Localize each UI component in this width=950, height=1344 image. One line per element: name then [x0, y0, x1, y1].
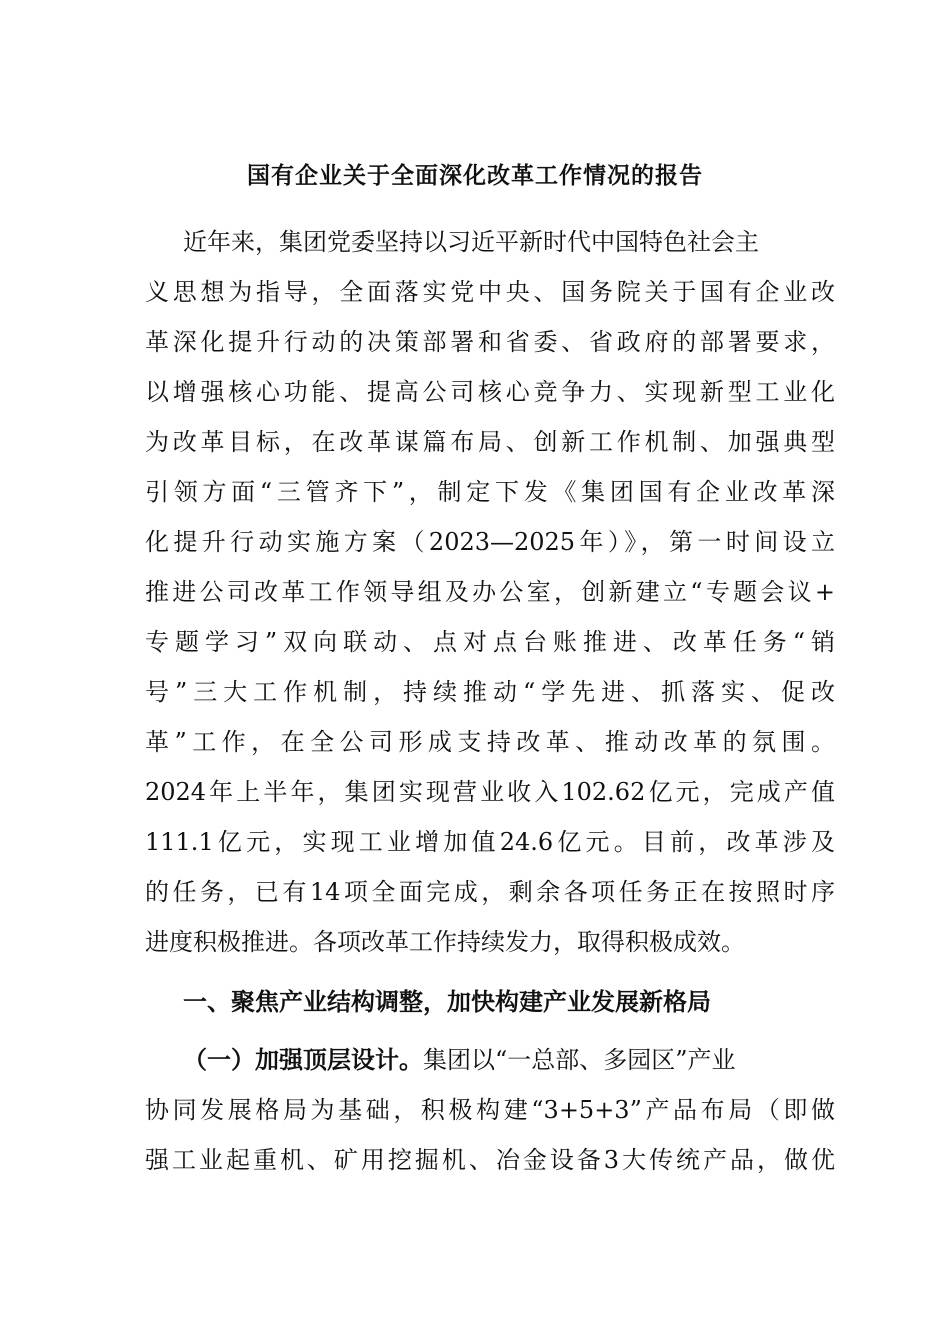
intro-line: 号”三大工作机制，持续推动“学先进、抓落实、促改 — [145, 678, 835, 706]
intro-line: 专题学习”双向联动、点对点台账推进、改革任务“销 — [145, 628, 835, 656]
intro-line: 以增强核心功能、提高公司核心竞争力、实现新型工业化 — [145, 378, 835, 406]
intro-line: 2024年上半年，集团实现营业收入102.62亿元，完成产值 — [145, 778, 835, 806]
intro-line: 进度积极推进。各项改革工作持续发力，取得积极成效。 — [145, 928, 745, 956]
intro-line: 111.1亿元，实现工业增加值24.6亿元。目前，改革涉及 — [145, 828, 835, 856]
subsection-heading: （一）加强顶层设计。 — [183, 1045, 423, 1074]
intro-line: 化提升行动实施方案（2023—2025年）》，第一时间设立 — [145, 528, 835, 556]
intro-line: 义思想为指导，全面落实党中央、国务院关于国有企业改 — [145, 278, 835, 306]
subsection-line: 协同发展格局为基础，积极构建“3+5+3”产品布局（即做 — [145, 1096, 835, 1124]
subsection-first-line — [183, 1042, 835, 1078]
intro-line: 近年来，集团党委坚持以习近平新时代中国特色社会主 — [183, 228, 759, 256]
intro-line: 革深化提升行动的决策部署和省委、省政府的部署要求， — [145, 328, 835, 356]
section-heading: 一、聚焦产业结构调整，加快构建产业发展新格局 — [183, 987, 711, 1016]
intro-line: 推进公司改革工作领导组及办公室，创新建立“专题会议+ — [145, 578, 835, 606]
intro-line: 引领方面“三管齐下”，制定下发《集团国有企业改革深 — [145, 478, 835, 506]
intro-line: 的任务，已有14项全面完成，剩余各项任务正在按照时序 — [145, 878, 835, 906]
subsection-text: 集团以“一总部、多园区”产业 — [423, 1046, 736, 1074]
intro-line: 为改革目标，在改革谋篇布局、创新工作机制、加强典型 — [145, 428, 835, 456]
document-title: 国有企业关于全面深化改革工作情况的报告 — [247, 162, 703, 189]
intro-line: 革”工作，在全公司形成支持改革、推动改革的氛围。 — [145, 728, 835, 756]
subsection-line: 强工业起重机、矿用挖掘机、冶金设备3大传统产品，做优 — [145, 1146, 835, 1174]
